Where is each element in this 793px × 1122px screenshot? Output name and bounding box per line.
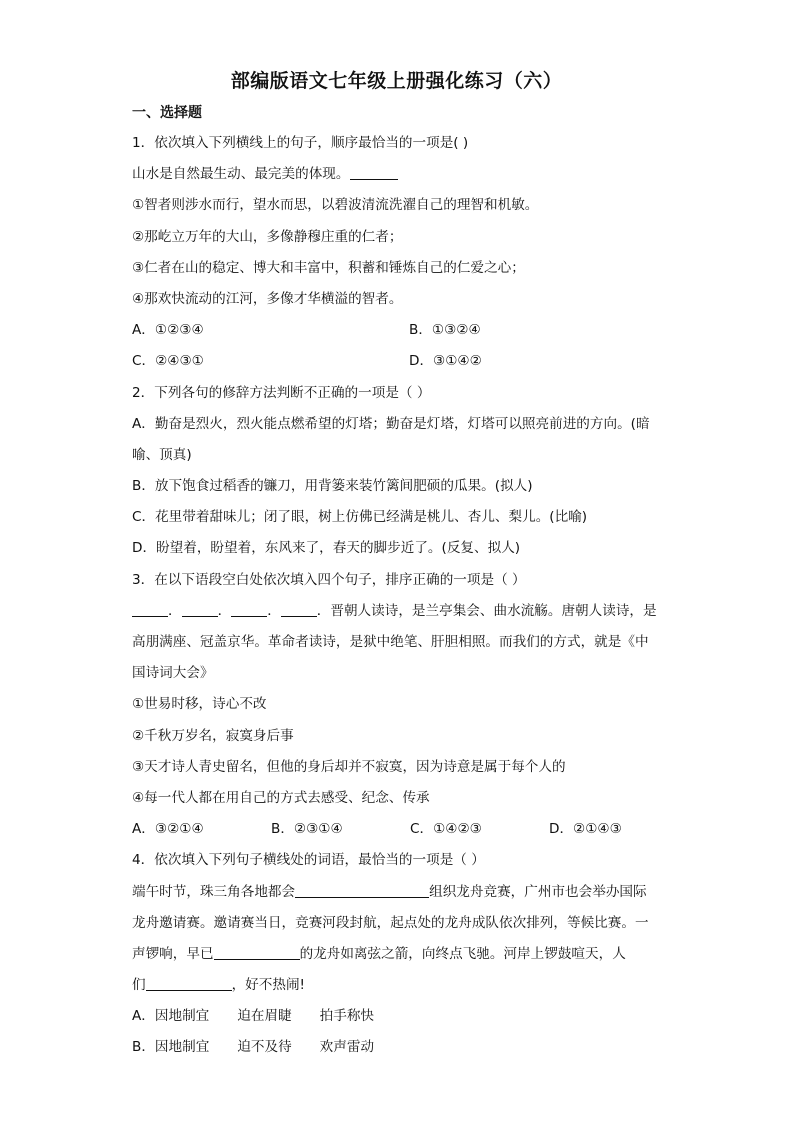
q2-option-a-line-1[interactable]: A．勤奋是烈火，烈火能点燃希望的灯塔；勤奋是灯塔，灯塔可以照亮前进的方向。(暗 (132, 415, 650, 432)
q4-paragraph-line-1: 端午时节，珠三角各地都会 组织龙舟竞赛，广州市也会举办国际 (132, 883, 647, 900)
q1-stem: 1．依次填入下列横线上的句子，顺序最恰当的一项是( ) (132, 135, 469, 151)
q2-stem: 2．下列各句的修辞方法判断不正确的一项是（ ） (132, 384, 431, 401)
q3-options-row (132, 814, 667, 845)
q1-option-b[interactable]: B．①③②④ (409, 322, 481, 339)
q4-option-b[interactable]: B．因地制宜 迫不及待 欢声雷动 (132, 1039, 375, 1056)
q1-item-2: ②那屹立万年的大山，多像静穆庄重的仁者； (132, 228, 403, 245)
q3-option-b[interactable]: B．②③①④ (271, 821, 343, 838)
blank-line (132, 602, 168, 617)
q4-option-a[interactable]: A．因地制宜 迫在眉睫 拍手称快 (132, 1008, 375, 1025)
page-title: 部编版语文七年级上册强化练习（六） (230, 70, 563, 92)
q3-item-2: ②千秋万岁名，寂寞身后事 (132, 727, 294, 744)
q1-option-c[interactable]: C．②④③① (132, 353, 204, 370)
q3-option-c[interactable]: C．①④②③ (410, 821, 482, 838)
blank-line (214, 945, 300, 960)
blank-line (231, 602, 267, 617)
q1-item-4: ④那欢快流动的江河，多像才华横溢的智者。 (132, 290, 403, 307)
q3-item-1: ①世易时移，诗心不改 (132, 696, 267, 713)
q2-option-d[interactable]: D．盼望着，盼望着，东风来了，春天的脚步近了。(反复、拟人) (132, 540, 521, 557)
q1-options-row-1 (132, 315, 667, 346)
q3-paragraph-line-1: ． ． ． ．晋朝人读诗，是兰亭集会、曲水流觞。唐朝人读诗，是 (132, 596, 667, 627)
q3-paragraph-line-2: 高朋满座、冠盖京华。革命者读诗，是狱中绝笔、肝胆相照。而我们的方式，就是《中 (132, 634, 649, 650)
blank-line (295, 883, 429, 898)
q4-paragraph-line-3: 声锣响，早已 的龙舟如离弦之箭，向终点飞驰。河岸上锣鼓喧天，人 (132, 945, 626, 962)
question-list (132, 128, 667, 1064)
q4-stem: 4．依次填入下列句子横线处的词语，最恰当的一项是（ ） (132, 852, 485, 869)
q3-stem: 3．在以下语段空白处依次填入四个句子，排序正确的一项是（ ） (132, 571, 526, 588)
q3-option-d[interactable]: D．②①④③ (549, 821, 622, 838)
blank-line (146, 976, 232, 991)
q3-option-a[interactable]: A．③②①④ (132, 821, 204, 838)
q4-paragraph-line-4: 们 ，好不热闹! (132, 977, 306, 994)
q1-option-a[interactable]: A．①②③④ (132, 322, 204, 339)
blank-line (281, 602, 317, 617)
q1-context: 山水是自然最生动、最完美的体现。 (132, 159, 667, 190)
q3-item-3: ③天才诗人青史留名，但他的身后却并不寂寞，因为诗意是属于每个人的 (132, 758, 566, 775)
q3-paragraph-line-3: 国诗词大会》 (132, 665, 214, 682)
q4-paragraph-line-2: 龙舟邀请赛。邀请赛当日，竞赛河段封航，起点处的龙舟成队依次排列，等候比赛。一 (132, 914, 649, 931)
blank-line (350, 165, 398, 180)
q1-item-1: ①智者则涉水而行，望水而思，以碧波清流洗濯自己的理智和机敏。 (132, 197, 539, 214)
q1-options-row-2 (132, 346, 667, 377)
q1-item-3: ③仁者在山的稳定、博大和丰富中，积蓄和锤炼自己的仁爱之心； (132, 259, 525, 276)
section-heading: 一、选择题 (132, 105, 202, 121)
q2-option-c[interactable]: C．花里带着甜味儿；闭了眼，树上仿佛已经满是桃儿、杏儿、梨儿。(比喻) (132, 509, 588, 526)
q2-option-b[interactable]: B．放下饱食过稻香的镰刀，用背篓来装竹篱间肥硕的瓜果。(拟人) (132, 478, 533, 495)
q1-option-d[interactable]: D．③①④② (409, 353, 482, 370)
blank-line (182, 602, 218, 617)
q2-option-a-line-2[interactable]: 喻、顶真) (132, 446, 192, 463)
q3-item-4: ④每一代人都在用自己的方式去感受、纪念、传承 (132, 789, 430, 806)
